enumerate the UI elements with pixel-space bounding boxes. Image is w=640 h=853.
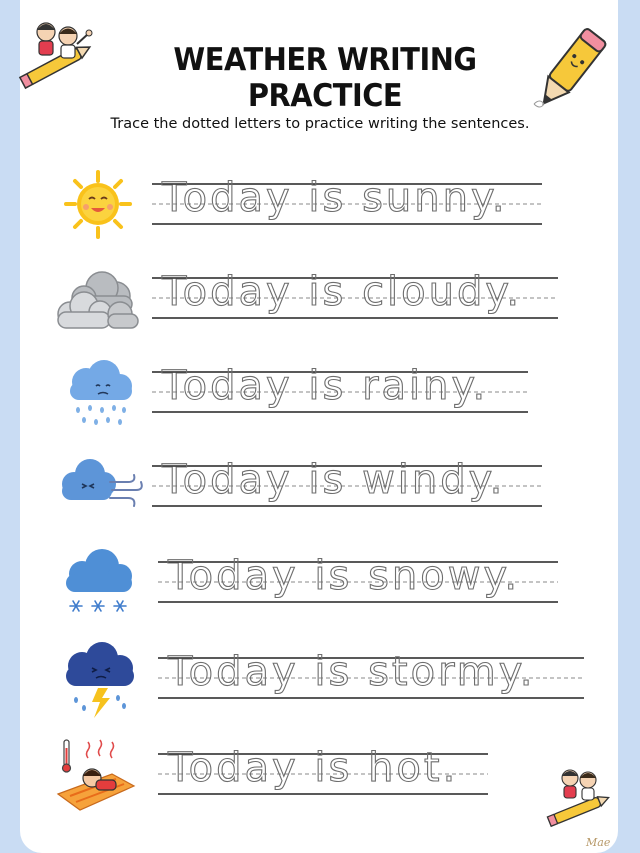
- practice-row-windy: [0, 450, 640, 540]
- rain-cloud-icon: [52, 356, 144, 436]
- practice-row-rainy: [0, 356, 640, 446]
- cloud-icon: [52, 262, 144, 342]
- hot-child-icon: [52, 738, 144, 818]
- practice-row-hot: [0, 738, 640, 828]
- kids-on-pencil-icon: [546, 764, 616, 828]
- trace-sentence[interactable]: Today is stormy.: [168, 649, 536, 695]
- practice-row-cloudy: [0, 262, 640, 352]
- storm-cloud-icon: [52, 642, 144, 722]
- page-title: WEATHER WRITING PRACTICE: [173, 42, 477, 114]
- trace-sentence[interactable]: Today is cloudy.: [162, 269, 523, 315]
- trace-sentence[interactable]: Today is snowy.: [168, 553, 521, 599]
- signature: Mae: [586, 836, 611, 849]
- trace-sentence[interactable]: Today is sunny.: [162, 175, 508, 221]
- instructions-text: Trace the dotted letters to practice writing the sentences.: [110, 116, 530, 132]
- trace-sentence[interactable]: Today is rainy.: [162, 363, 489, 409]
- practice-row-snowy: [0, 546, 640, 636]
- trace-sentence[interactable]: Today is windy.: [162, 457, 506, 503]
- snow-cloud-icon: [52, 546, 144, 626]
- practice-row-sunny: [0, 168, 640, 258]
- kids-on-pencil-icon: [18, 14, 98, 90]
- trace-sentence[interactable]: Today is hot.: [168, 745, 459, 791]
- wind-cloud-icon: [52, 450, 144, 530]
- practice-row-stormy: [0, 642, 640, 732]
- sun-icon: [52, 168, 144, 248]
